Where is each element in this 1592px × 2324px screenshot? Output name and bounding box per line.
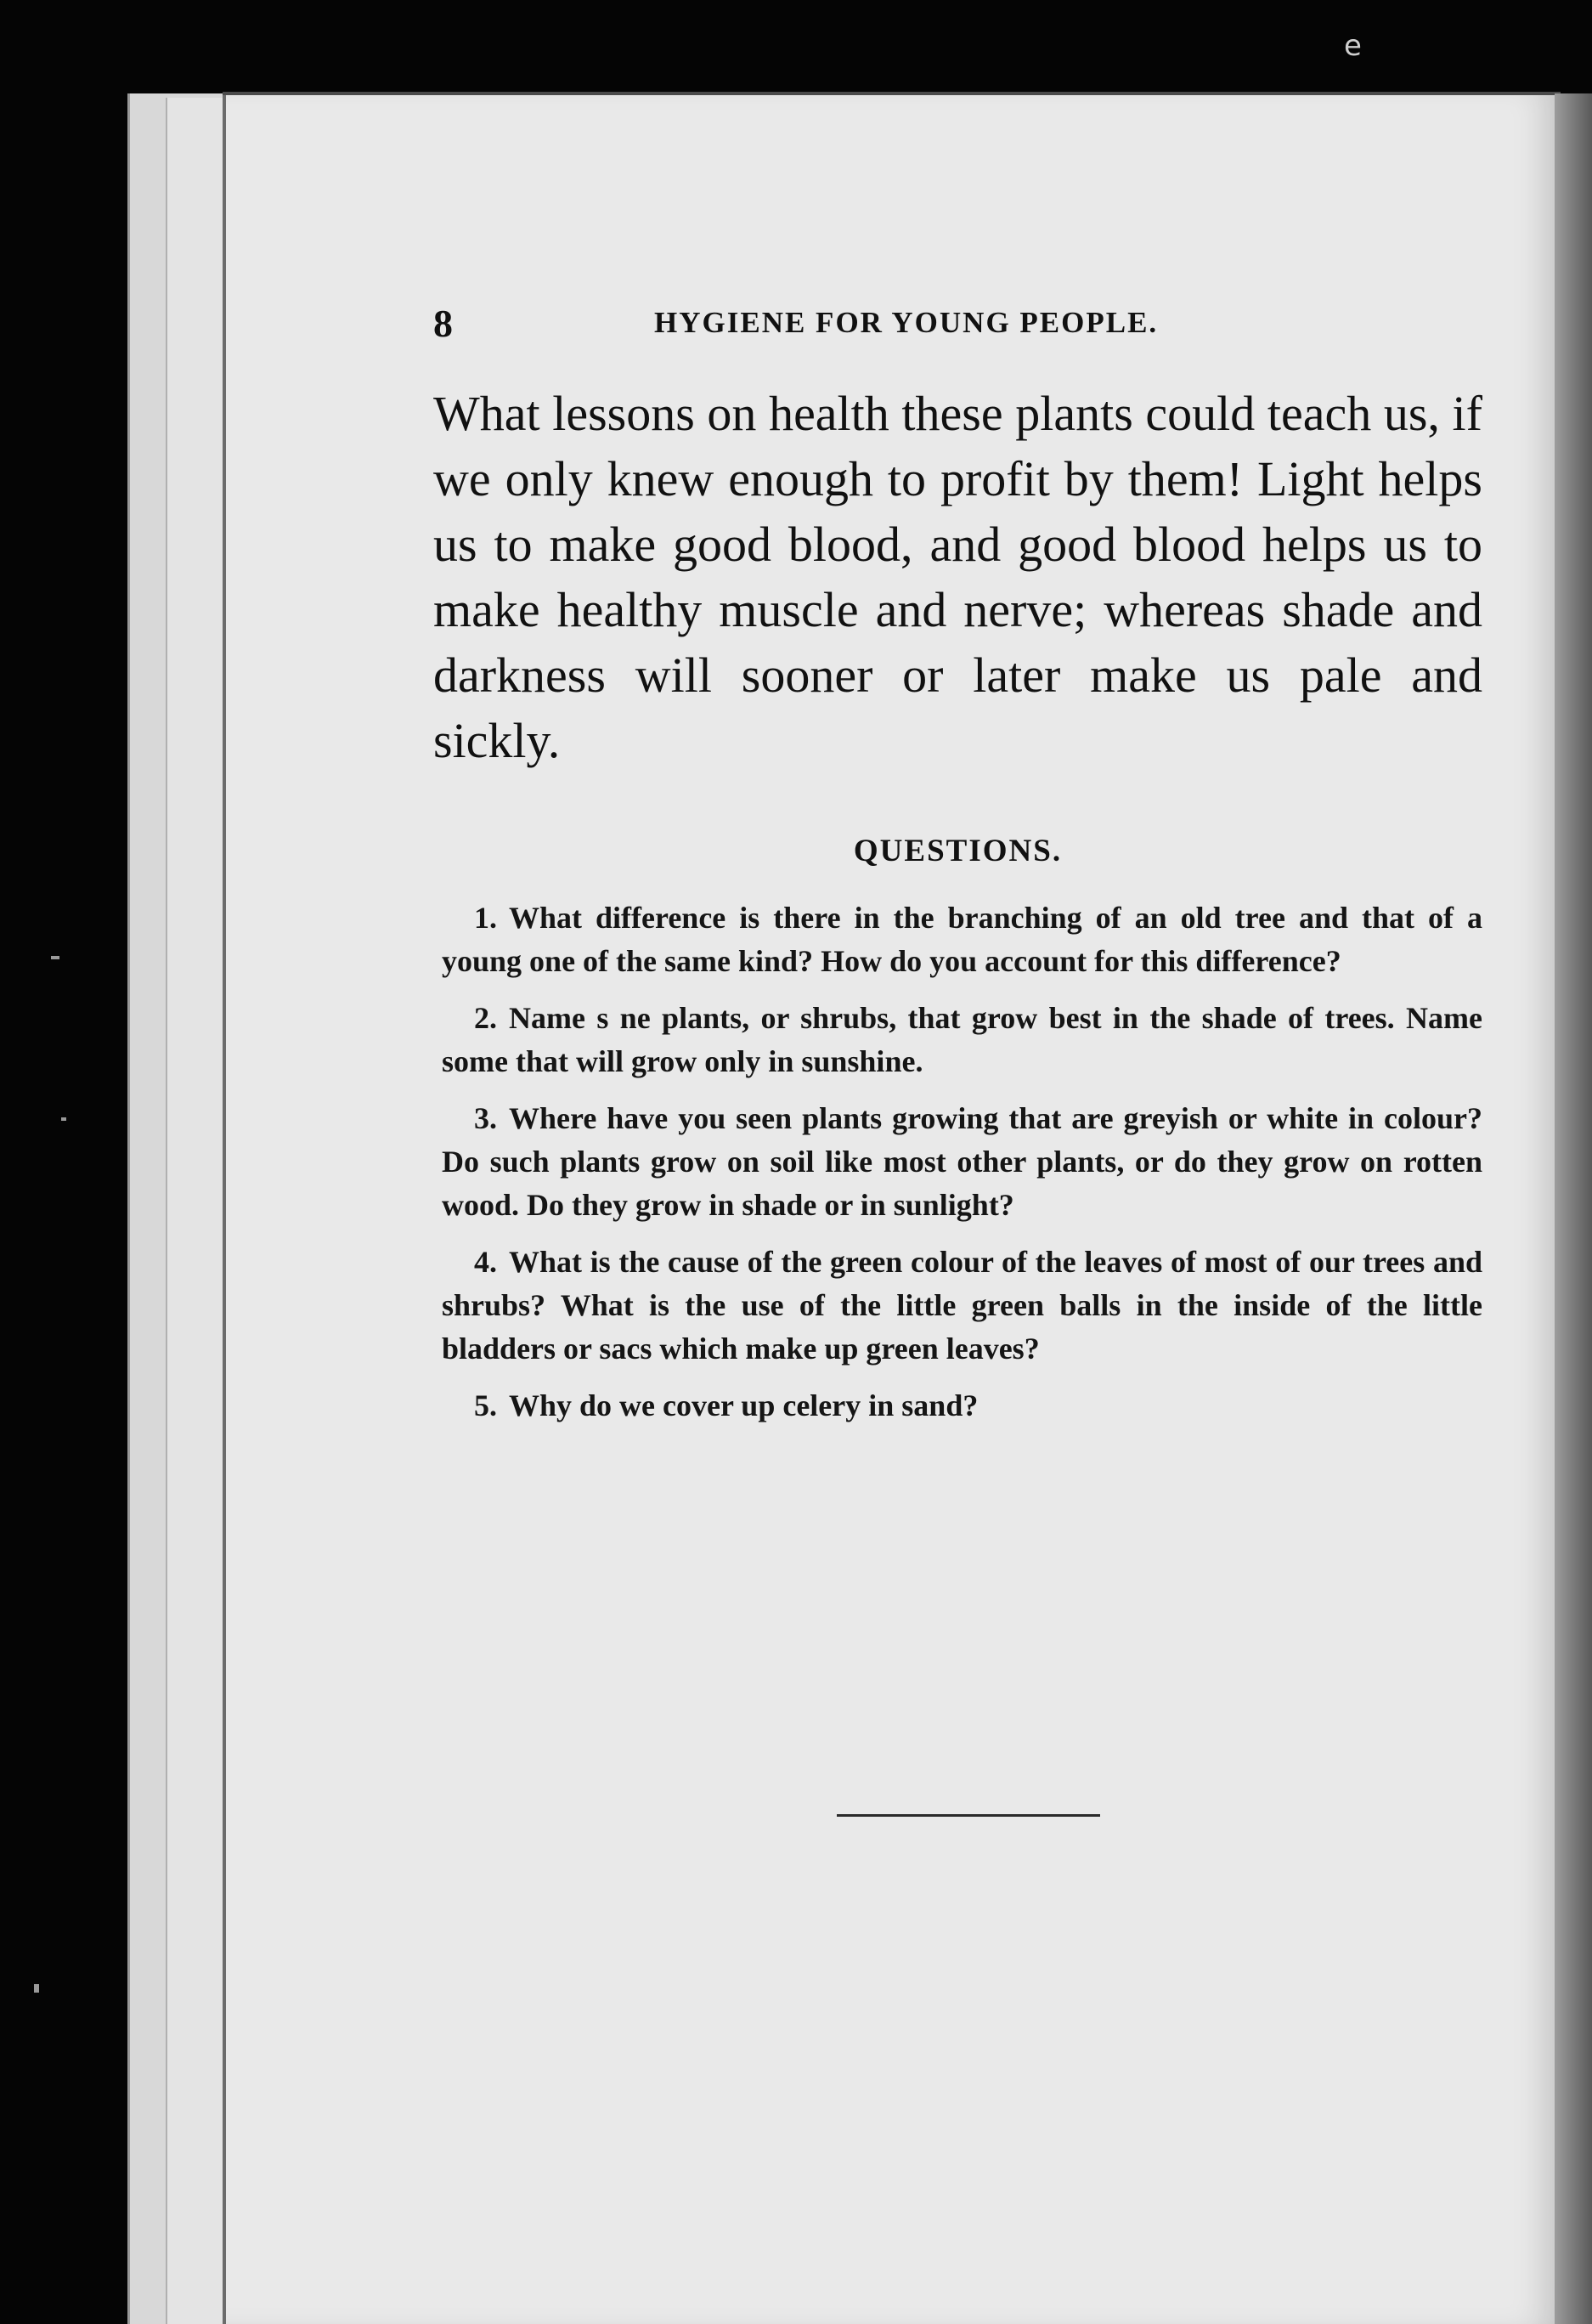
body-paragraph: What lessons on health these plants could teach us, if we only knew enough to profit by them! Light helps us to make good blood, and good blood helps us to make healthy muscle and nerve; whereas shade and darkness will sooner or later make us pale and sickly. [433, 386, 1482, 768]
running-title: HYGIENE FOR YOUNG PEOPLE. [654, 306, 1159, 339]
question-number: 4. [474, 1245, 497, 1279]
question-item [442, 1384, 1482, 1428]
page-top-edge [223, 92, 1561, 95]
question-text: Why do we cover up celery in sand? [509, 1388, 979, 1422]
question-item [442, 997, 1482, 1083]
question-item [442, 896, 1482, 983]
scan-speck [61, 1117, 66, 1121]
question-number: 2. [474, 1001, 497, 1035]
question-text: What is the cause of the green colour of the leaves of most of our trees and shrubs? What is the use of the little green balls in the inside of the little bladders or sacs which make up green leaves? [442, 1245, 1482, 1366]
scan-speck [51, 956, 59, 959]
end-rule-divider [837, 1814, 1100, 1817]
question-text: Where have you seen plants growing that are greyish or white in colour? Do such plants grow on soil like most other plants, or do they grow on rotten wood. Do they grow in shade or in sunlight? [442, 1101, 1482, 1222]
page-right-shadow [1555, 93, 1592, 2324]
corner-mark: e [1344, 29, 1362, 63]
scan-speck [34, 1984, 39, 1993]
question-number: 3. [474, 1101, 497, 1135]
running-header [433, 301, 1538, 360]
question-number: 1. [474, 901, 497, 935]
question-item [442, 1097, 1482, 1227]
question-text: What difference is there in the branching of an old tree and that of a young one of the same kind? How do you account for this difference? [442, 901, 1482, 978]
questions-list [442, 896, 1482, 1441]
questions-heading: QUESTIONS. [853, 834, 1063, 868]
question-item [442, 1241, 1482, 1371]
question-number: 5. [474, 1388, 497, 1422]
page-number: 8 [433, 302, 453, 345]
question-text: Name s ne plants, or shrubs, that grow best in the shade of trees. Name some that will grow only in sunshine. [442, 1001, 1482, 1078]
